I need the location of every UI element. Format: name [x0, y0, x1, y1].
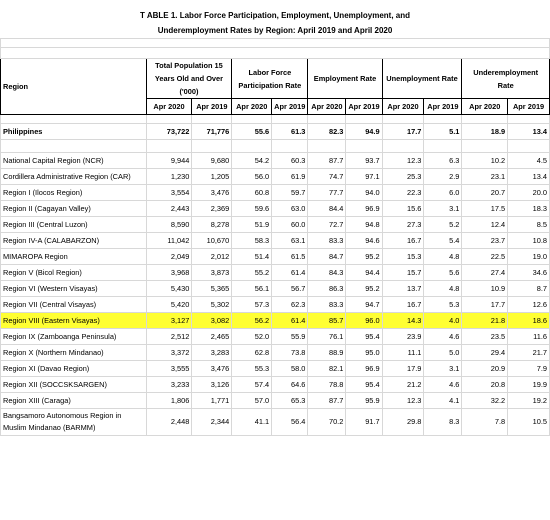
value-cell: 94.7 [346, 297, 382, 313]
value-cell: 15.6 [382, 201, 424, 217]
subheader-apr2019: Apr 2019 [424, 99, 462, 115]
value-cell: 95.2 [346, 249, 382, 265]
value-cell: 63.1 [272, 233, 308, 249]
region-name: Region XII (SOCCSKSARGEN) [1, 377, 147, 393]
value-cell: 84.3 [308, 265, 346, 281]
region-name: Region VI (Western Visayas) [1, 281, 147, 297]
table-row [1, 153, 550, 169]
table-row [1, 393, 550, 409]
value-cell: 15.3 [382, 249, 424, 265]
value-cell: 88.9 [308, 345, 346, 361]
value-cell: 86.3 [308, 281, 346, 297]
value-cell: 95.4 [346, 377, 382, 393]
value-cell: 20.8 [462, 377, 508, 393]
region-name: Region XI (Davao Region) [1, 361, 147, 377]
value-cell: 16.7 [382, 297, 424, 313]
value-cell: 56.1 [232, 281, 272, 297]
subheader-apr2020: Apr 2020 [382, 99, 424, 115]
value-cell: 4.1 [424, 393, 462, 409]
value-cell: 32.2 [462, 393, 508, 409]
table-row [1, 265, 550, 281]
value-cell: 11.1 [382, 345, 424, 361]
value-cell: 87.7 [308, 393, 346, 409]
value-cell: 17.5 [462, 201, 508, 217]
value-cell: 72.7 [308, 217, 346, 233]
value-cell: 20.0 [508, 185, 550, 201]
subheader-apr2019: Apr 2019 [508, 99, 550, 115]
value-cell: 74.7 [308, 169, 346, 185]
table-row [1, 233, 550, 249]
value-cell: 2,443 [146, 201, 192, 217]
value-cell: 94.8 [346, 217, 382, 233]
value-cell: 21.7 [508, 345, 550, 361]
value-cell: 3,555 [146, 361, 192, 377]
table-title-line2: Underemployment Rates by Region: April 2019 and April 2020 [157, 25, 393, 35]
value-cell: 3,082 [192, 313, 232, 329]
value-cell: 57.0 [232, 393, 272, 409]
value-cell: 4.8 [424, 249, 462, 265]
value-cell: 94.4 [346, 265, 382, 281]
value-cell: 8.7 [508, 281, 550, 297]
value-cell: 95.9 [346, 393, 382, 409]
value-cell: 5,430 [146, 281, 192, 297]
table-row [1, 361, 550, 377]
header-underemployment: Underemployment Rate [462, 59, 550, 99]
value-cell: 82.1 [308, 361, 346, 377]
value-cell: 55.9 [272, 329, 308, 345]
value-cell: 94.9 [346, 124, 382, 140]
value-cell: 58.0 [272, 361, 308, 377]
value-cell: 5.4 [424, 233, 462, 249]
value-cell: 56.4 [272, 409, 308, 436]
value-cell: 61.9 [272, 169, 308, 185]
subheader-apr2020: Apr 2020 [462, 99, 508, 115]
value-cell: 56.2 [232, 313, 272, 329]
value-cell: 18.9 [462, 124, 508, 140]
value-cell: 9,944 [146, 153, 192, 169]
table-row [1, 249, 550, 265]
value-cell: 1,771 [192, 393, 232, 409]
value-cell: 61.3 [272, 124, 308, 140]
value-cell: 78.8 [308, 377, 346, 393]
value-cell: 13.4 [508, 124, 550, 140]
value-cell: 85.7 [308, 313, 346, 329]
value-cell: 3,127 [146, 313, 192, 329]
value-cell: 23.1 [462, 169, 508, 185]
region-name: Philippines [1, 124, 147, 140]
value-cell: 5.1 [424, 124, 462, 140]
region-name: Region XIII (Caraga) [1, 393, 147, 409]
value-cell: 5,365 [192, 281, 232, 297]
value-cell: 23.7 [462, 233, 508, 249]
region-name: National Capital Region (NCR) [1, 153, 147, 169]
value-cell: 12.3 [382, 393, 424, 409]
value-cell: 10,670 [192, 233, 232, 249]
value-cell: 2,369 [192, 201, 232, 217]
value-cell: 73.8 [272, 345, 308, 361]
value-cell: 59.7 [272, 185, 308, 201]
header-lfpr: Labor Force Participation Rate [232, 59, 308, 99]
value-cell: 55.6 [232, 124, 272, 140]
region-name: Region III (Central Luzon) [1, 217, 147, 233]
value-cell: 17.7 [462, 297, 508, 313]
value-cell: 54.2 [232, 153, 272, 169]
value-cell: 16.7 [382, 233, 424, 249]
value-cell: 13.4 [508, 169, 550, 185]
header-unemployment: Unemployment Rate [382, 59, 462, 99]
region-name: Cordillera Administrative Region (CAR) [1, 169, 147, 185]
value-cell: 27.4 [462, 265, 508, 281]
value-cell: 55.3 [232, 361, 272, 377]
value-cell: 58.3 [232, 233, 272, 249]
value-cell: 22.3 [382, 185, 424, 201]
value-cell: 3,283 [192, 345, 232, 361]
value-cell: 3,476 [192, 185, 232, 201]
value-cell: 3.1 [424, 201, 462, 217]
region-name: Bangsamoro Autonomous Region in Muslim Mindanao (BARMM) [1, 409, 147, 436]
value-cell: 19.2 [508, 393, 550, 409]
value-cell: 60.3 [272, 153, 308, 169]
value-cell: 19.0 [508, 249, 550, 265]
value-cell: 22.5 [462, 249, 508, 265]
value-cell: 70.2 [308, 409, 346, 436]
value-cell: 2,344 [192, 409, 232, 436]
value-cell: 12.6 [508, 297, 550, 313]
value-cell: 25.3 [382, 169, 424, 185]
value-cell: 84.7 [308, 249, 346, 265]
value-cell: 5,420 [146, 297, 192, 313]
value-cell: 10.2 [462, 153, 508, 169]
value-cell: 11,042 [146, 233, 192, 249]
table-row [1, 345, 550, 361]
value-cell: 21.2 [382, 377, 424, 393]
value-cell: 34.6 [508, 265, 550, 281]
value-cell: 2.9 [424, 169, 462, 185]
value-cell: 18.3 [508, 201, 550, 217]
region-name: MIMAROPA Region [1, 249, 147, 265]
value-cell: 95.4 [346, 329, 382, 345]
value-cell: 20.7 [462, 185, 508, 201]
region-name: Region IX (Zamboanga Peninsula) [1, 329, 147, 345]
value-cell: 19.9 [508, 377, 550, 393]
header-region: Region [1, 59, 147, 115]
value-cell: 65.3 [272, 393, 308, 409]
value-cell: 3,126 [192, 377, 232, 393]
value-cell: 13.7 [382, 281, 424, 297]
value-cell: 51.4 [232, 249, 272, 265]
value-cell: 96.9 [346, 361, 382, 377]
value-cell: 83.3 [308, 233, 346, 249]
value-cell: 8,590 [146, 217, 192, 233]
value-cell: 5.3 [424, 297, 462, 313]
region-name: Region X (Northern Mindanao) [1, 345, 147, 361]
value-cell: 10.5 [508, 409, 550, 436]
value-cell: 11.6 [508, 329, 550, 345]
value-cell: 14.3 [382, 313, 424, 329]
value-cell: 84.4 [308, 201, 346, 217]
value-cell: 8.3 [424, 409, 462, 436]
subheader-apr2019: Apr 2019 [192, 99, 232, 115]
table-title-line1: T ABLE 1. Labor Force Participation, Employment, Unemployment, and [140, 10, 410, 20]
value-cell: 20.9 [462, 361, 508, 377]
table-row [1, 329, 550, 345]
table-row [1, 377, 550, 393]
value-cell: 56.7 [272, 281, 308, 297]
value-cell: 2,448 [146, 409, 192, 436]
header-employment: Employment Rate [308, 59, 382, 99]
value-cell: 27.3 [382, 217, 424, 233]
value-cell: 21.8 [462, 313, 508, 329]
value-cell: 55.2 [232, 265, 272, 281]
value-cell: 56.0 [232, 169, 272, 185]
value-cell: 52.0 [232, 329, 272, 345]
value-cell: 77.7 [308, 185, 346, 201]
value-cell: 2,012 [192, 249, 232, 265]
value-cell: 1,806 [146, 393, 192, 409]
value-cell: 61.4 [272, 313, 308, 329]
value-cell: 4.6 [424, 329, 462, 345]
value-cell: 15.7 [382, 265, 424, 281]
value-cell: 5.6 [424, 265, 462, 281]
value-cell: 2,512 [146, 329, 192, 345]
value-cell: 97.1 [346, 169, 382, 185]
value-cell: 57.3 [232, 297, 272, 313]
value-cell: 5,302 [192, 297, 232, 313]
value-cell: 62.3 [272, 297, 308, 313]
value-cell: 57.4 [232, 377, 272, 393]
value-cell: 59.6 [232, 201, 272, 217]
value-cell: 5.2 [424, 217, 462, 233]
table-row [1, 217, 550, 233]
value-cell: 17.7 [382, 124, 424, 140]
value-cell: 64.6 [272, 377, 308, 393]
value-cell: 63.0 [272, 201, 308, 217]
value-cell: 87.7 [308, 153, 346, 169]
table-row [1, 185, 550, 201]
value-cell: 95.2 [346, 281, 382, 297]
value-cell: 71,776 [192, 124, 232, 140]
value-cell: 23.5 [462, 329, 508, 345]
value-cell: 29.4 [462, 345, 508, 361]
region-name: Region VIII (Eastern Visayas) [1, 313, 147, 329]
value-cell: 17.9 [382, 361, 424, 377]
value-cell: 96.9 [346, 201, 382, 217]
value-cell: 96.0 [346, 313, 382, 329]
region-name: Region IV-A (CALABARZON) [1, 233, 147, 249]
region-name: Region V (Bicol Region) [1, 265, 147, 281]
value-cell: 61.5 [272, 249, 308, 265]
value-cell: 83.3 [308, 297, 346, 313]
value-cell: 8,278 [192, 217, 232, 233]
value-cell: 61.4 [272, 265, 308, 281]
value-cell: 3.1 [424, 361, 462, 377]
value-cell: 51.9 [232, 217, 272, 233]
value-cell: 91.7 [346, 409, 382, 436]
table-row [1, 169, 550, 185]
value-cell: 12.4 [462, 217, 508, 233]
value-cell: 23.9 [382, 329, 424, 345]
subheader-apr2020: Apr 2020 [308, 99, 346, 115]
subheader-apr2019: Apr 2019 [346, 99, 382, 115]
value-cell: 6.3 [424, 153, 462, 169]
value-cell: 95.0 [346, 345, 382, 361]
value-cell: 3,372 [146, 345, 192, 361]
value-cell: 3,968 [146, 265, 192, 281]
table-row [1, 297, 550, 313]
value-cell: 3,476 [192, 361, 232, 377]
region-name: Region II (Cagayan Valley) [1, 201, 147, 217]
value-cell: 18.6 [508, 313, 550, 329]
value-cell: 41.1 [232, 409, 272, 436]
value-cell: 6.0 [424, 185, 462, 201]
value-cell: 29.8 [382, 409, 424, 436]
value-cell: 94.6 [346, 233, 382, 249]
value-cell: 8.5 [508, 217, 550, 233]
value-cell: 1,205 [192, 169, 232, 185]
value-cell: 3,873 [192, 265, 232, 281]
table-row [1, 124, 550, 140]
value-cell: 7.9 [508, 361, 550, 377]
value-cell: 1,230 [146, 169, 192, 185]
region-name: Region I (Ilocos Region) [1, 185, 147, 201]
value-cell: 4.8 [424, 281, 462, 297]
value-cell: 2,049 [146, 249, 192, 265]
value-cell: 76.1 [308, 329, 346, 345]
value-cell: 2,465 [192, 329, 232, 345]
value-cell: 3,554 [146, 185, 192, 201]
table-row [1, 201, 550, 217]
table-row [1, 281, 550, 297]
value-cell: 5.0 [424, 345, 462, 361]
subheader-apr2019: Apr 2019 [272, 99, 308, 115]
value-cell: 93.7 [346, 153, 382, 169]
value-cell: 12.3 [382, 153, 424, 169]
table-row [1, 313, 550, 329]
region-name: Region VII (Central Visayas) [1, 297, 147, 313]
value-cell: 73,722 [146, 124, 192, 140]
subheader-apr2020: Apr 2020 [232, 99, 272, 115]
value-cell: 10.9 [462, 281, 508, 297]
value-cell: 60.0 [272, 217, 308, 233]
table-row [1, 409, 550, 436]
value-cell: 4.5 [508, 153, 550, 169]
value-cell: 3,233 [146, 377, 192, 393]
value-cell: 4.0 [424, 313, 462, 329]
value-cell: 7.8 [462, 409, 508, 436]
value-cell: 4.6 [424, 377, 462, 393]
value-cell: 10.8 [508, 233, 550, 249]
value-cell: 82.3 [308, 124, 346, 140]
header-population: Total Population 15 Years Old and Over ('000) [146, 59, 232, 99]
value-cell: 9,680 [192, 153, 232, 169]
subheader-apr2020: Apr 2020 [146, 99, 192, 115]
value-cell: 62.8 [232, 345, 272, 361]
value-cell: 60.8 [232, 185, 272, 201]
value-cell: 94.0 [346, 185, 382, 201]
